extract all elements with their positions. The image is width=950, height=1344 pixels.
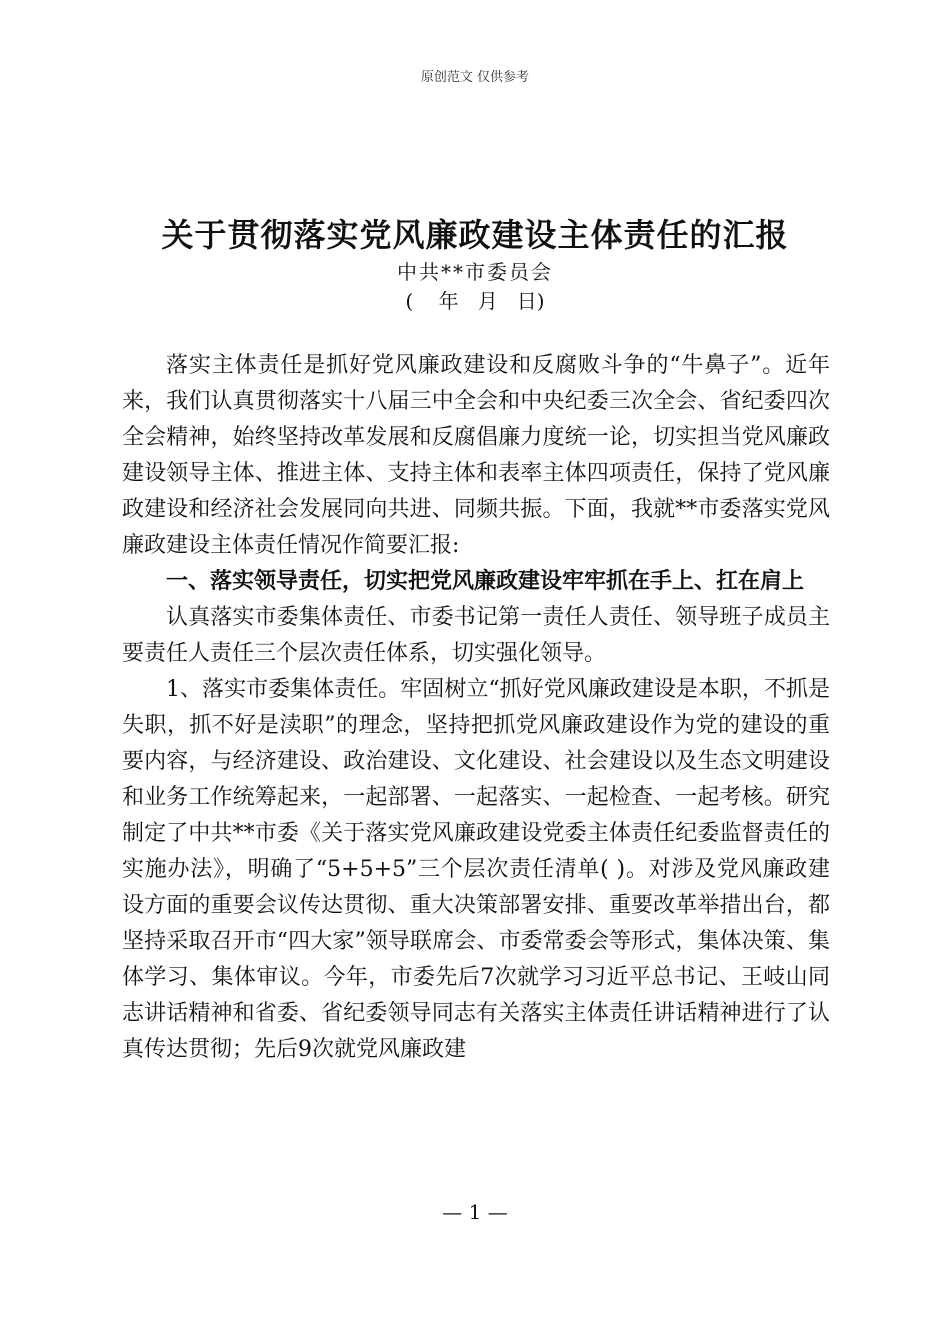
document-title: 关于贯彻落实党风廉政建设主体责任的汇报 bbox=[161, 216, 789, 254]
document-date: ( 年 月 日) bbox=[405, 289, 545, 313]
paragraph-section-1-intro: 认真落实市委集体责任、市委书记第一责任人责任、领导班子成员主要责任人责任三个层次责任体系，切实强化领导。 bbox=[122, 605, 830, 666]
paragraph-item-1: 1、落实市委集体责任。牢固树立“抓好党风廉政建设是本职，不抓是失职，抓不好是渎职”的理念，坚持把抓党风廉政建设作为党的建设的重要内容，与经济建设、政治建设、文化建设、社会建设以及生态文明建设和业务工作统筹起来，一起部署、一起落实、一起检查、一起考核。研究制定了中共**市委《关于落实党风廉政建设党委主体责任纪委监督责任的实施办法》，明确了“5+5+5”三个层次责任清单( )。对涉及党风廉政建设方面的重要会议传达贯彻、重大决策部署安排、重要改革举措出台，都坚持采取召开市“四大家”领导联席会、市委常委会等形式，集体决策、集体学习、集体审议。今年，市委先后7次就学习习近平总书记、王岐山同志讲话精神和省委、省纪委领导同志有关落实主体责任讲话精神进行了认真传达贯彻；先后9次就党风廉政建 bbox=[122, 677, 830, 1062]
section-heading-1: 一、落实领导责任，切实把党风廉政建设牢牢抓在手上、扛在肩上 bbox=[166, 569, 805, 594]
header-note: 原创范文 仅供参考 bbox=[420, 70, 530, 85]
document-organization: 中共**市委员会 bbox=[397, 260, 553, 284]
page-number: — 1 — bbox=[442, 1200, 508, 1224]
paragraph-intro: 落实主体责任是抓好党风廉政建设和反腐败斗争的“牛鼻子”。近年来，我们认真贯彻落实十八届三中全会和中央纪委三次全会、省纪委四次全会精神，始终坚持改革发展和反腐倡廉力度统一论，切实担当党风廉政建设领导主体、推进主体、支持主体和表率主体四项责任，保持了党风廉政建设和经济社会发展同向共进、同频共振。下面，我就**市委落实党风廉政建设主体责任情况作简要汇报: bbox=[122, 353, 830, 558]
document-body bbox=[122, 348, 830, 1068]
